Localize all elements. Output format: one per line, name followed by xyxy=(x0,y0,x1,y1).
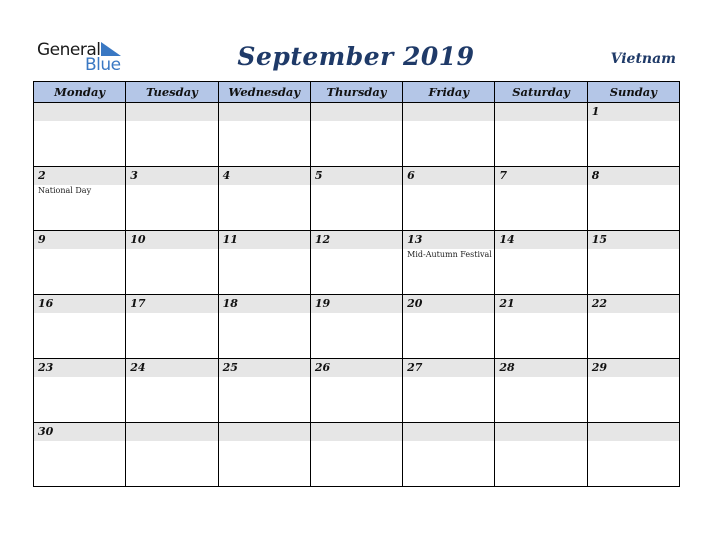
day-number: 29 xyxy=(588,359,679,377)
day-cell xyxy=(403,103,495,167)
page-title: September 2019 xyxy=(237,42,475,71)
day-number: 21 xyxy=(495,295,586,313)
day-cell xyxy=(310,423,402,487)
day-cell xyxy=(218,103,310,167)
day-cell xyxy=(310,359,402,423)
day-number: 13 xyxy=(403,231,494,249)
day-number: 19 xyxy=(311,295,402,313)
day-cell xyxy=(495,359,587,423)
day-cell xyxy=(218,295,310,359)
day-number xyxy=(34,103,125,121)
day-number: 8 xyxy=(588,167,679,185)
day-cell xyxy=(218,231,310,295)
day-cell xyxy=(587,231,679,295)
day-number xyxy=(495,423,586,441)
day-number: 14 xyxy=(495,231,586,249)
day-cell xyxy=(126,295,218,359)
week-row xyxy=(34,295,680,359)
day-cell xyxy=(495,167,587,231)
day-cell xyxy=(403,167,495,231)
day-number: 22 xyxy=(588,295,679,313)
holiday-label: Mid-Autumn Festival xyxy=(407,250,492,259)
day-number: 12 xyxy=(311,231,402,249)
weekday-header: Friday xyxy=(403,82,495,103)
country-label: Vietnam xyxy=(610,51,676,67)
day-number: 5 xyxy=(311,167,402,185)
week-row xyxy=(34,167,680,231)
day-number: 15 xyxy=(588,231,679,249)
day-number xyxy=(495,103,586,121)
day-number xyxy=(311,103,402,121)
day-number xyxy=(126,103,217,121)
day-cell xyxy=(34,295,126,359)
day-number xyxy=(311,423,402,441)
day-cell xyxy=(126,359,218,423)
day-cell xyxy=(587,423,679,487)
week-row xyxy=(34,359,680,423)
day-number: 28 xyxy=(495,359,586,377)
generalblue-logo xyxy=(37,40,137,74)
day-number xyxy=(403,103,494,121)
day-cell xyxy=(126,423,218,487)
day-cell xyxy=(218,359,310,423)
day-number: 11 xyxy=(219,231,310,249)
day-cell xyxy=(34,231,126,295)
day-cell xyxy=(495,295,587,359)
calendar-grid xyxy=(33,81,680,487)
day-cell xyxy=(403,295,495,359)
day-number: 18 xyxy=(219,295,310,313)
day-cell xyxy=(495,103,587,167)
day-number: 30 xyxy=(34,423,125,441)
day-cell xyxy=(126,167,218,231)
day-number xyxy=(403,423,494,441)
day-cell xyxy=(403,423,495,487)
weekday-header: Wednesday xyxy=(218,82,310,103)
day-cell xyxy=(218,423,310,487)
weekday-header: Thursday xyxy=(310,82,402,103)
day-cell xyxy=(126,103,218,167)
day-number: 7 xyxy=(495,167,586,185)
day-number: 17 xyxy=(126,295,217,313)
weekday-header: Monday xyxy=(34,82,126,103)
day-cell xyxy=(403,231,495,295)
day-cell xyxy=(495,231,587,295)
day-number: 25 xyxy=(219,359,310,377)
day-cell xyxy=(587,295,679,359)
day-number xyxy=(126,423,217,441)
day-cell xyxy=(310,103,402,167)
day-number: 26 xyxy=(311,359,402,377)
holiday-label: National Day xyxy=(38,186,92,195)
day-number: 1 xyxy=(588,103,679,121)
day-cell xyxy=(403,359,495,423)
week-row xyxy=(34,231,680,295)
day-number: 23 xyxy=(34,359,125,377)
day-number: 16 xyxy=(34,295,125,313)
day-number: 24 xyxy=(126,359,217,377)
logo-text-general: General xyxy=(37,40,101,60)
day-number xyxy=(588,423,679,441)
day-cell xyxy=(126,231,218,295)
day-cell xyxy=(34,167,126,231)
day-cell xyxy=(218,167,310,231)
day-cell xyxy=(495,423,587,487)
logo-text-blue: Blue xyxy=(85,55,121,75)
day-number: 9 xyxy=(34,231,125,249)
day-cell xyxy=(310,231,402,295)
day-number: 10 xyxy=(126,231,217,249)
weekday-header: Sunday xyxy=(587,82,679,103)
weekday-header: Tuesday xyxy=(126,82,218,103)
day-number: 27 xyxy=(403,359,494,377)
day-number: 6 xyxy=(403,167,494,185)
weekday-header-row xyxy=(34,82,680,103)
day-cell xyxy=(34,103,126,167)
day-number: 3 xyxy=(126,167,217,185)
day-cell xyxy=(587,103,679,167)
day-cell xyxy=(310,167,402,231)
day-number: 20 xyxy=(403,295,494,313)
weekday-header: Saturday xyxy=(495,82,587,103)
day-cell xyxy=(587,359,679,423)
day-cell xyxy=(310,295,402,359)
day-cell xyxy=(587,167,679,231)
day-number: 4 xyxy=(219,167,310,185)
day-number: 2 xyxy=(34,167,125,185)
day-cell xyxy=(34,359,126,423)
day-number xyxy=(219,103,310,121)
day-cell xyxy=(34,423,126,487)
day-number xyxy=(219,423,310,441)
week-row xyxy=(34,103,680,167)
week-row xyxy=(34,423,680,487)
